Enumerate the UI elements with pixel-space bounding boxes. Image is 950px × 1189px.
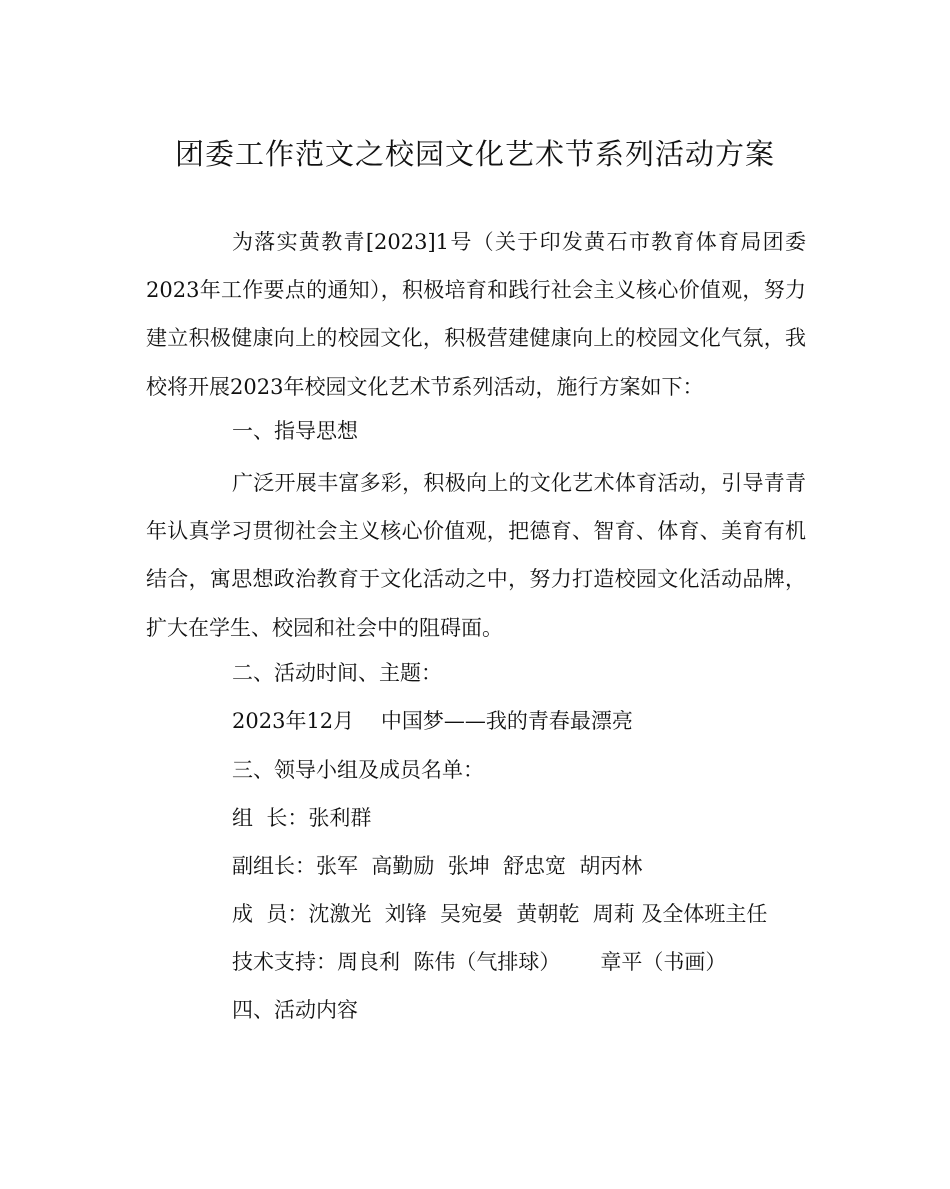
document-title: 团委工作范文之校园文化艺术节系列活动方案 <box>174 137 775 171</box>
section-heading-guiding-ideology: 一、指导思想 <box>232 419 358 443</box>
intro-paragraph: 为落实黄教青[2023]1号（关于印发黄石市教育体育局团委2023年工作要点的通知），积极培育和践行社会主义核心价值观，努力建立积极健康向上的校园文化，积极营建健康向上的校园文化气氛，我校将开展2023年校园文化艺术节系列活动，施行方案如下： <box>146 230 806 399</box>
deputy-leaders: 副组长：张军 高勤励 张坤 舒忠宽 胡丙林 <box>232 854 643 878</box>
group-leader: 组 长：张利群 <box>232 806 372 830</box>
group-members: 成 员：沈激光 刘锋 吴宛晏 黄朝乾 周莉 及全体班主任 <box>232 902 768 926</box>
section-heading-time-theme: 二、活动时间、主题： <box>232 661 442 685</box>
section-heading-leadership-group: 三、领导小组及成员名单： <box>232 758 484 782</box>
section-heading-activity-content: 四、活动内容 <box>232 998 358 1022</box>
technical-support: 技术支持：周良利 陈伟（气排球） 章平（书画） <box>232 950 727 974</box>
activity-time-theme: 2023年12月 中国梦——我的青春最漂亮 <box>232 709 633 733</box>
guiding-ideology-paragraph: 广泛开展丰富多彩，积极向上的文化艺术体育活动，引导青青年认真学习贯彻社会主义核心价值观，把德育、智育、体育、美育有机结合，寓思想政治教育于文化活动之中，努力打造校园文化活动品牌，扩大在学生、校园和社会中的阻碍面。 <box>146 471 806 640</box>
